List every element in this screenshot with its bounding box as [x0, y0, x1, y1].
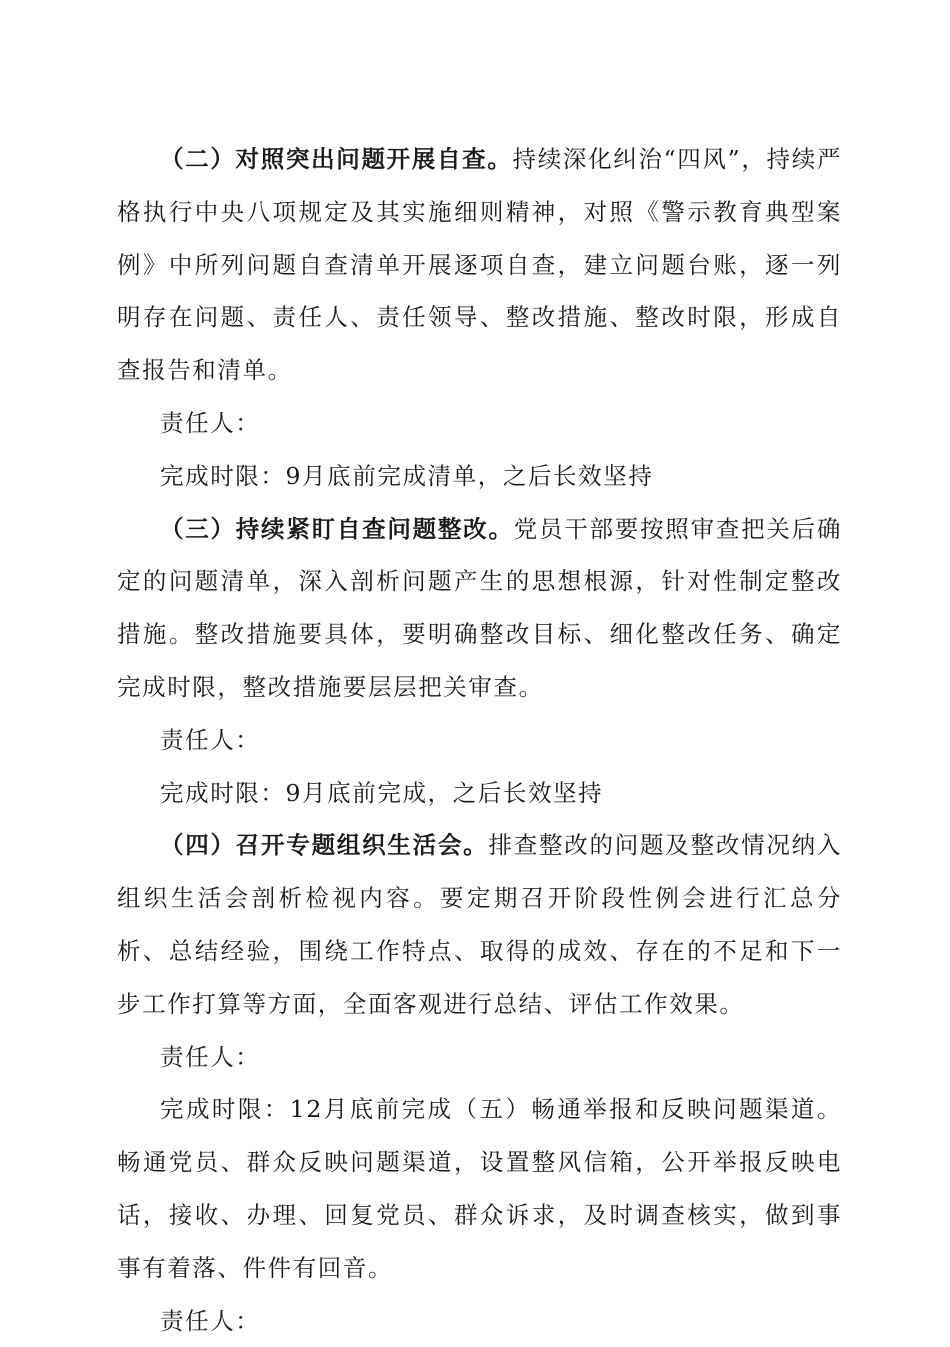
- section-4-paragraph: [117, 819, 842, 1030]
- section-4-deadline-and-section-5: 完成时限：12月底前完成（五）畅通举报和反映问题渠道。畅通党员、群众反映问题渠道，设置整风信箱，公开举报反映电话，接收、办理、回复党员、群众诉求，及时调查核实，做到事事有着落、件件有回音。: [117, 1095, 842, 1282]
- section-2-paragraph: [117, 133, 842, 397]
- section-5-responsible: 责任人：: [160, 1306, 261, 1335]
- section-4-responsible: 责任人：: [160, 1042, 261, 1071]
- section-3-responsible: 责任人：: [160, 725, 261, 754]
- section-2-heading: （二）对照突出问题开展自查。: [160, 145, 513, 173]
- section-3-body: 党员干部要按照审查把关后确定的问题清单，深入剖析问题产生的思想根源，针对性制定整改措施。整改措施要具体，要明确整改目标、细化整改任务、确定完成时限，整改措施要层层把关审查。: [117, 514, 842, 701]
- section-2-deadline: 完成时限：9月底前完成清单，之后长效坚持: [160, 461, 654, 490]
- section-3-paragraph: [117, 503, 842, 714]
- document-page: [117, 133, 842, 1347]
- section-2-responsible: 责任人：: [160, 408, 261, 437]
- section-3-heading: （三）持续紧盯自查问题整改。: [160, 514, 514, 543]
- section-2-body: 持续深化纠治“四风”，持续严格执行中央八项规定及其实施细则精神，对照《警示教育典型案例》中所列问题自查清单开展逐项自查，建立问题台账，逐一列明存在问题、责任人、责任领导、整改措施、整改时限，形成自查报告和清单。: [117, 145, 842, 385]
- section-4-body: 排查整改的问题及整改情况纳入组织生活会剖析检视内容。要定期召开阶段性例会进行汇总分析、总结经验，围绕工作特点、取得的成效、存在的不足和下一步工作打算等方面，全面客观进行总结、评估工作效果。: [117, 831, 842, 1018]
- section-3-deadline: 完成时限：9月底前完成，之后长效坚持: [160, 778, 604, 807]
- section-4-heading: （四）召开专题组织生活会。: [160, 831, 489, 860]
